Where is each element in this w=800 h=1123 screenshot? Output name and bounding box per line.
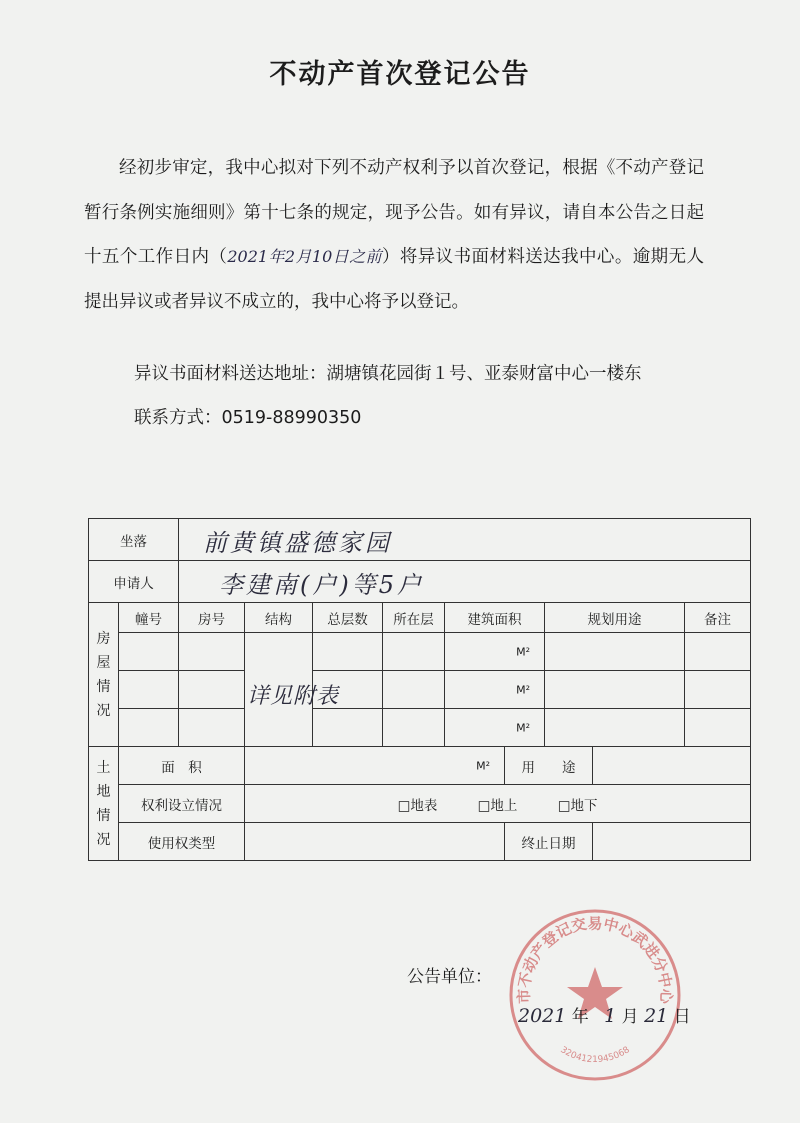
land-use-label: 用 途	[505, 747, 593, 785]
house-group-label: 房屋情况	[89, 603, 119, 747]
house-cell	[383, 709, 445, 747]
house-cell	[313, 671, 383, 709]
location-cell	[179, 519, 751, 561]
land-use-cell	[593, 747, 751, 785]
date-month-unit: 月	[621, 1007, 639, 1027]
location-label: 坐落	[89, 519, 179, 561]
house-cell	[545, 709, 685, 747]
official-seal	[505, 905, 685, 1085]
body-text-1: 经初步审定，我中心拟对下列不动产权利予以首次登记，根据《不动产登记暂行条例实施细则》第十七条的规定，现予公告。如有异议，请自本公告之日起十五个工作日内（	[84, 158, 704, 267]
applicant-label: 申请人	[89, 561, 179, 603]
checkbox-underground[interactable]: □ 地下	[558, 794, 598, 814]
house-header-remarks: 备注	[685, 603, 751, 633]
area-unit: M²	[516, 645, 530, 658]
contact-info: 联系方式：0519-88990350	[134, 408, 362, 428]
use-type-cell	[245, 823, 505, 861]
house-header-floors: 总层数	[313, 603, 383, 633]
see-attached-handwritten: 详见附表	[247, 684, 340, 709]
end-date-label: 终止日期	[505, 823, 593, 861]
checkbox-above-ground[interactable]: □ 地上	[478, 794, 518, 814]
objection-address: 异议书面材料送达地址：湖塘镇花园街１号、亚泰财富中心一楼东	[134, 364, 642, 384]
house-header-planned-use: 规划用途	[545, 603, 685, 633]
house-header-structure: 结构	[245, 603, 313, 633]
house-area-cell	[445, 671, 545, 709]
rights-label: 权利设立情况	[119, 785, 245, 823]
date-year-handwritten: 2021	[518, 1005, 567, 1027]
house-cell	[685, 633, 751, 671]
house-cell	[685, 671, 751, 709]
land-area-cell	[245, 747, 505, 785]
body-text-2: ）将异议书面材料送达我中心。逾期无人提出异议或者异议不成立的，我中心将予以登记。	[84, 247, 705, 312]
area-unit: M²	[516, 721, 530, 734]
notice-body	[84, 146, 704, 324]
house-cell	[545, 633, 685, 671]
house-structure-cell	[245, 633, 340, 747]
deadline-handwritten: 2021年2月10日之前	[227, 247, 382, 266]
house-area-cell	[445, 709, 545, 747]
land-area-unit: M²	[476, 759, 490, 772]
house-cell	[119, 709, 179, 747]
house-header-area: 建筑面积	[445, 603, 545, 633]
land-area-label: 面 积	[119, 747, 245, 785]
notice-title: 不动产首次登记公告	[269, 59, 531, 90]
date-day-handwritten: 21	[644, 1005, 669, 1027]
house-cell	[545, 671, 685, 709]
seal-org-text: 市不动产登记交易中心武进分中心	[514, 914, 676, 1005]
use-type-label: 使用权类型	[119, 823, 245, 861]
house-header-floor-at: 所在层	[383, 603, 445, 633]
area-unit: M²	[516, 683, 530, 696]
issue-date	[518, 1002, 691, 1027]
house-cell	[179, 633, 245, 671]
house-header-building: 幢号	[119, 603, 179, 633]
house-header-room: 房号	[179, 603, 245, 633]
house-cell	[685, 709, 751, 747]
house-cell	[179, 671, 245, 709]
issuing-unit-label: 公告单位：	[407, 967, 492, 987]
checkbox-surface[interactable]: □ 地表	[398, 794, 438, 814]
land-group-label: 土地情况	[89, 747, 119, 861]
applicant-handwritten: 李建南(户)等5户	[219, 571, 424, 599]
house-cell	[119, 671, 179, 709]
date-year-unit: 年	[571, 1007, 589, 1027]
date-month-handwritten: 1	[604, 1005, 617, 1027]
house-cell	[383, 671, 445, 709]
date-day-unit: 日	[673, 1007, 691, 1027]
house-cell	[313, 709, 383, 747]
house-cell	[383, 633, 445, 671]
location-handwritten: 前黄镇盛德家园	[203, 529, 392, 557]
registration-form-table	[88, 518, 751, 861]
house-area-cell	[445, 633, 545, 671]
seal-code-text: 3204121945068	[558, 1045, 632, 1066]
rights-options	[245, 785, 751, 823]
house-cell	[119, 633, 179, 671]
end-date-cell	[593, 823, 751, 861]
house-cell	[179, 709, 245, 747]
applicant-cell	[179, 561, 751, 603]
house-cell	[313, 633, 383, 671]
